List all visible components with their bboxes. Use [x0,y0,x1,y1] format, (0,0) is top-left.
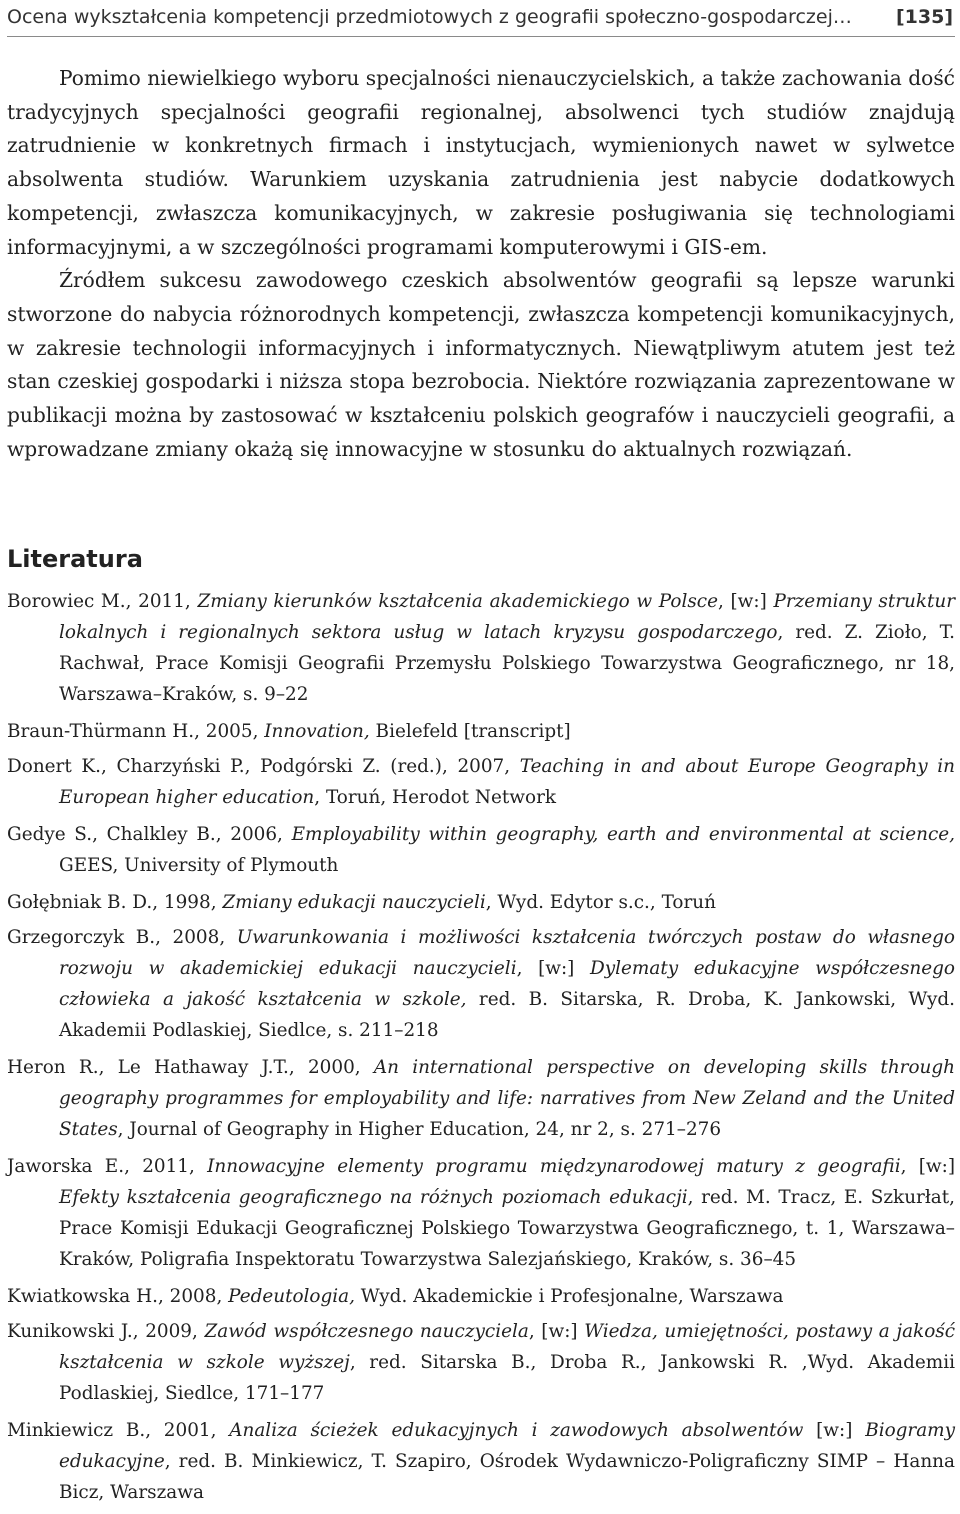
reference-item [7,1316,955,1409]
reference-authors: Donert K., Charzyński P., Podgórski Z. (red.) [7,756,442,777]
reference-details: , 2011, [125,591,198,612]
reference-title: Zawód współczesnego nauczyciela [204,1321,529,1342]
reference-authors: Borowiec M. [7,591,126,612]
reference-title: Innowacyjne elementy programu międzynarodowej matury z geografii [207,1156,901,1177]
reference-details: , Wyd. Edytor s.c., Toruń [485,892,716,913]
reference-title: An international perspective on developing skills through geography programmes for employability and life: narratives from New Zeland and the United States [59,1057,955,1140]
reference-details: , 2011, [124,1156,208,1177]
reference-details: , [w:] [516,958,591,979]
page-number: [135] [895,6,953,28]
reference-details: , red. Sitarska B., Droba R., Jankowski R. ,Wyd. Akademii Podlaskiej, Siedlce, 171–177 [59,1352,955,1404]
reference-details: , Toruń, Herodot Network [314,787,557,808]
reference-details: , red. Z. Zioło, T. Rachwał, Prace Komisji Geografii Przemysłu Polskiego Towarzystwa Geograficznego, nr 18, Warszawa–Kraków, s. 9–22 [59,622,955,705]
reference-item [7,887,955,918]
reference-authors: Braun-Thürmann H. [7,721,195,742]
reference-details: , 2008, [155,927,237,948]
reference-details: , 2008, [157,1286,229,1307]
paragraph: Źródłem sukcesu zawodowego czeskich absolwentów geografii są lepsze warunki stworzone do nabycia różnorodnych kompetencji, zwłaszcza kompetencji komunikacyjnych, w zakresie technologii informacyjnych i informatycznych. Niewątpliwym atutem jest też stan czeskiej gospodarki i niższa stopa bezrobocia. Niektóre rozwiązania zaprezentowane w publikacji można by zastosować w kształceniu polskich geografów i nauczycieli geografii, a wprowadzane zmiany okażą się innowacyjne w stosunku do aktualnych rozwiązań. [7,268,955,461]
reference-authors: Kunikowski J. [7,1321,133,1342]
reference-title: Analiza ścieżek edukacyjnych i zawodowych absolwentów [229,1420,804,1441]
reference-details: red. B. Sitarska, R. Droba, K. Jankowski, Wyd. Akademii Podlaskiej, Siedlce, s. 211–218 [59,989,955,1041]
reference-source: Przemiany struktur lokalnych i regionalnych sektora usług w latach kryzysu gospodarczego [59,591,956,643]
reference-item [7,716,955,747]
reference-item [7,751,955,813]
reference-details: , 2009, [132,1321,205,1342]
reference-item [7,1151,955,1275]
reference-details: GEES, University of Plymouth [59,855,339,876]
reference-item [7,586,955,710]
reference-item [7,1281,955,1312]
reference-item [7,1052,955,1145]
reference-details: , red. B. Minkiewicz, T. Szapiro, Ośrodek Wydawniczo-Poligraficzny SIMP – Hanna Bicz, Warszawa [59,1451,955,1503]
reference-details: , [w:] [717,591,774,612]
reference-details: , [w:] [528,1321,585,1342]
reference-details: , [w:] [900,1156,956,1177]
reference-details: , Journal of Geography in Higher Education, 24, nr 2, s. 271–276 [117,1119,722,1140]
paragraph: Pomimo niewielkiego wyboru specjalności nienauczycielskich, a także zachowania dość tradycyjnych specjalności geografii regionalnej, absolwenci tych studiów znajdują zatrudnienie w konkretnych firmach i instytucjach, wymienionych nawet w sylwetce absolwenta studiów. Warunkiem uzyskania zatrudnienia jest nabycie dodatkowych kompetencji, zwłaszcza komunikacyjnych, w zakresie posługiwania się technologiami informacyjnymi, a w szczególności programami komputerowymi i GIS-em. [7,66,955,259]
reference-source: Biogramy edukacyjne [59,1420,956,1472]
reference-authors: Minkiewicz B. [7,1420,146,1441]
reference-authors: Kwiatkowska H. [7,1286,158,1307]
reference-authors: Heron R., Le Hathaway J.T. [7,1057,289,1078]
reference-details: [w:] [803,1420,866,1441]
reference-authors: Jaworska E. [7,1156,125,1177]
reference-details: , 2000, [288,1057,374,1078]
reference-authors: Gedye S., Chalkley B. [7,824,216,845]
reference-item [7,1415,955,1508]
reference-title: Uwarunkowania i możliwości kształcenia twórczych postaw do własnego rozwoju w akademickiej edukacji nauczycieli [59,927,955,979]
reference-details: , red. M. Tracz, E. Szkurłat, Prace Komisji Edukacji Geograficznej Polskiego Towarzystwa Geograficznego, t. 1, Warszawa–Kraków, Poligrafia Inspektoratu Towarzystwa Salezjańskiego, Kraków, s. 36–45 [59,1187,955,1270]
reference-source: Dylematy edukacyjne współczesnego człowieka a jakość kształcenia w szkole, [59,958,955,1010]
reference-authors: Grzegorczyk B. [7,927,156,948]
reference-item [7,922,955,1046]
reference-details: , 2005, [194,721,265,742]
reference-title: Zmiany kierunków kształcenia akademickiego w Polsce [197,591,718,612]
reference-list [7,586,955,1514]
running-title: Ocena wykształcenia kompetencji przedmiotowych z geografii społeczno-gospodarczej… [7,6,852,28]
reference-details: Wyd. Akademickie i Profesjonalne, Warszawa [354,1286,784,1307]
reference-source: Wiedza, umiejętności, postawy a jakość kształcenia w szkole wyższej [59,1321,956,1373]
reference-details: , 2007, [441,756,520,777]
reference-details: , 1998, [152,892,223,913]
body-text [7,62,955,466]
running-header [7,0,955,37]
reference-title: Teaching in and about Europe Geography in European higher education [59,756,956,808]
reference-details: , 2001, [145,1420,230,1441]
reference-source: Efekty kształcenia geograficznego na różnych poziomach edukacji [59,1187,688,1208]
reference-title: Pedeutologia, [228,1286,355,1307]
references-heading: Literatura [7,545,143,573]
reference-details: , 2006, [215,824,292,845]
reference-authors: Gołębniak B. D. [7,892,153,913]
reference-title: Zmiany edukacji nauczycieli [222,892,486,913]
reference-details: Bielefeld [transcript] [369,721,571,742]
reference-item [7,819,955,881]
reference-title: Innovation, [264,721,370,742]
reference-title: Employability within geography, earth and environmental at science, [291,824,956,845]
